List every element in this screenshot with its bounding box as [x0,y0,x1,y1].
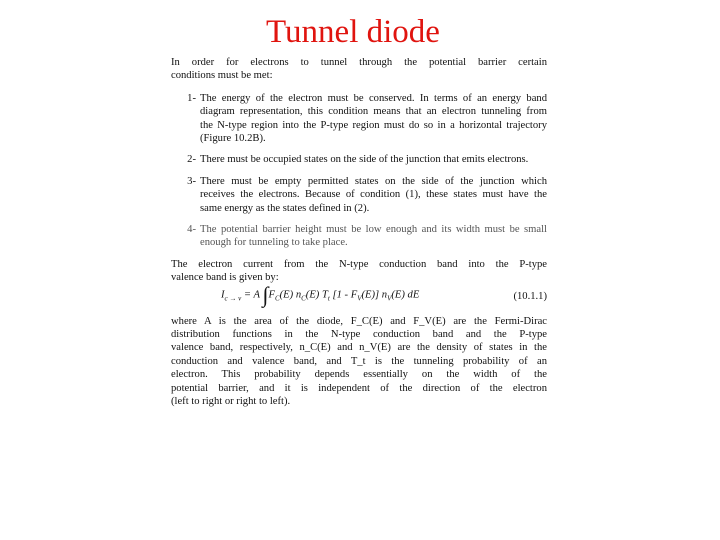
text-line: where A is the area of the diode, F_C(E) and F_V(E) are the Fermi-Dirac [171,315,547,327]
current-equation [171,281,547,307]
text-line: There must be empty permitted states on the side of the junction which [200,175,547,187]
text-line: conduction and valence band, and T_t is the tunneling probability of an [171,355,547,367]
text-line: the N-type region into the P-type region must do so in a horizontal trajectory [200,119,547,131]
conditions-list [171,92,547,250]
intro-paragraph [171,56,547,83]
explanation-paragraph [171,315,547,409]
text-line: valence band is given by: [171,272,279,284]
list-item [171,223,547,250]
equation-number: (10.1.1) [513,290,547,302]
text-line: distribution functions in the N-type conduction band and the P-type [171,329,547,341]
text-line: same energy as the states defined in (2). [200,202,370,214]
text-line: There must be occupied states on the side of the junction that emits electrons. [200,154,529,166]
item-number: 4- [187,224,196,236]
text-line: potential barrier, and it is independent of the direction of the electron [171,382,547,394]
text-line: electron. This probability depends essentially on the width of the [171,369,547,381]
equation-formula: $I_{c \to v} = A$ $\int F_C(E)$ $n_C(E)$ $T_t$ $[1 - F_V(E)]$ $n_V(E)$ dE [221,281,420,307]
list-item [171,175,547,215]
text-line: diagram representation, this condition means that an electron tunneling from [200,106,547,118]
item-number: 2- [187,154,196,166]
slide-title: Tunnel diode [266,14,440,50]
text-line: receives the electrons. Because of condition (1), these states must have the [200,189,547,201]
text-line: conditions must be met: [171,70,273,82]
text-line: enough for tunneling to take place. [200,237,348,249]
integral-symbol: ∫ [262,281,269,307]
item-number: 1- [187,92,196,104]
scanned-document [171,56,547,408]
list-item [171,92,547,146]
text-line: The energy of the electron must be conserved. In terms of an energy band [200,92,547,104]
text-line: In order for electrons to tunnel through the potential barrier certain [171,57,547,68]
text-line: valence band, respectively, n_C(E) and n_V(E) are the density of states in the [171,342,547,354]
text-line: (Figure 10.2B). [200,133,266,145]
current-paragraph [171,258,547,285]
text-line: The electron current from the N-type conduction band into the P-type [171,258,547,270]
text-line: (left to right or right to left). [171,396,291,408]
text-line: The potential barrier height must be low enough and its width must be small [200,224,547,236]
item-number: 3- [187,175,196,187]
list-item [171,153,547,166]
